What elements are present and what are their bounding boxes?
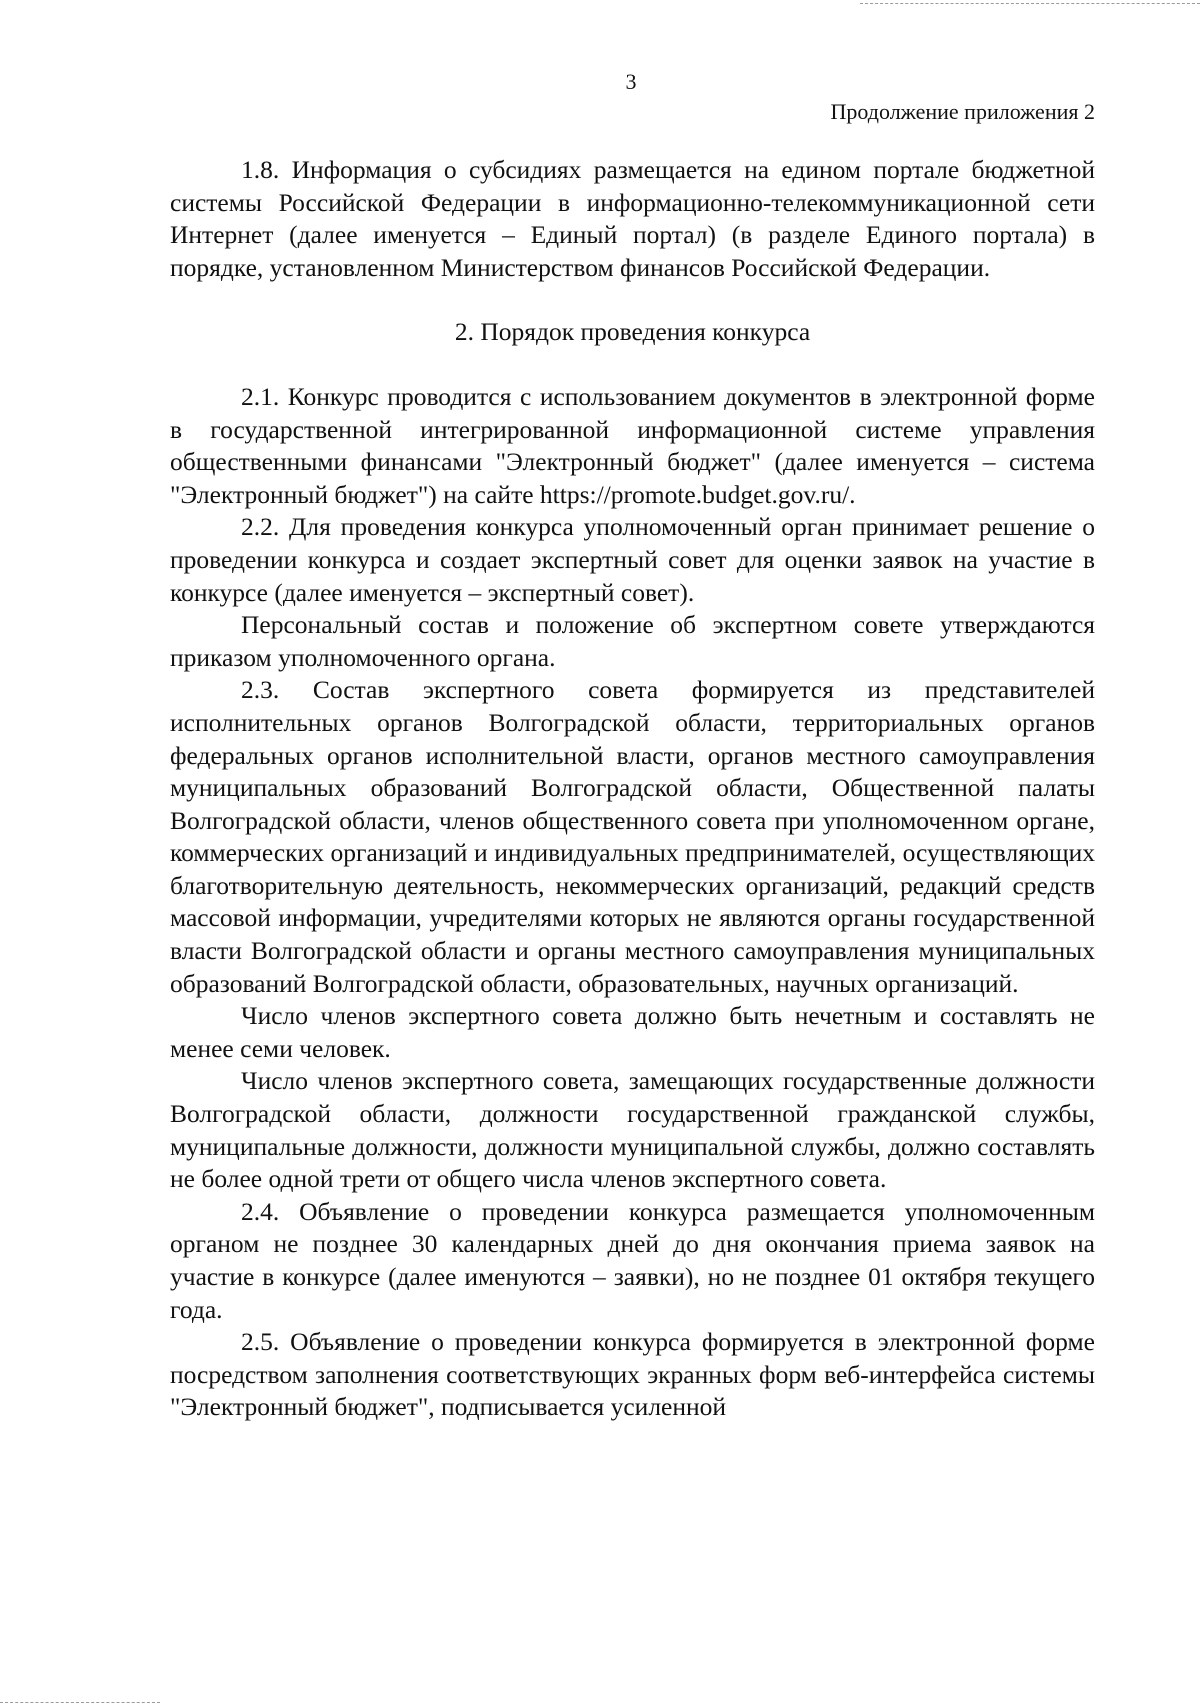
paragraph-2-5: 2.5. Объявление о проведении конкурса формируется в электронной форме посредством заполнения соответствующих экранных форм веб-интерфейса системы "Электронный бюджет", подписывается усиленной [170,1327,1095,1422]
paragraph-1-8: 1.8. Информация о субсидиях размещается на едином портале бюджетной системы Российской Федерации в информационно-телекоммуникационной сети Интернет (далее именуется – Единый портал) (в разделе Единого портала) в порядке, установленном Министерством финансов Российской Федерации. [170,155,1095,282]
paragraph-2-2-expert-council-composition: Персональный состав и положение об экспертном совете утверждаются приказом уполномоченного органа. [170,610,1095,672]
paragraph-2-3-member-count: Число членов экспертного совета должно быть нечетным и составлять не менее семи человек. [170,1001,1095,1063]
paragraph-2-3: 2.3. Состав экспертного совета формируется из представителей исполнительных органов Волгоградской области, территориальных органов федеральных органов исполнительной власти, органов местного самоуправления муниципальных образований Волгоградской области, Общественной палаты Волгоградской области, членов общественного совета при уполномоченном органе, коммерческих организаций и индивидуальных предпринимателей, осуществляющих благотворительную деятельность, некоммерческих организаций, редакций средств массовой информации, учредителями которых не являются органы государственной власти Волгоградской области и органы местного самоуправления муниципальных образований Волгоградской области, образовательных, научных организаций. [170,675,1095,998]
document-body [170,154,1095,1424]
appendix-continuation-label: Продолжение приложения 2 [830,99,1095,124]
paragraph-2-1: 2.1. Конкурс проводится с использованием документов в электронной форме в государственной интегрированной информационной системе управления общественными финансами "Электронный бюджет" (далее именуется – система "Электронный бюджет") на сайте https://promote.budget.gov.ru/. [170,381,1095,509]
scan-edge-mark-bottom [0,1702,160,1703]
paragraph-2-3-state-positions: Число членов экспертного совета, замещающих государственные должности Волгоградской области, должности государственной гражданской службы, муниципальные должности, должности муниципальной службы, должно составлять не более одной трети от общего числа членов экспертного совета. [170,1066,1095,1194]
scan-edge-mark-top [860,3,1200,4]
paragraph-2-2: 2.2. Для проведения конкурса уполномоченный орган принимает решение о проведении конкурса и создает экспертный совет для оценки заявок на участие в конкурсе (далее именуется – экспертный совет). [170,512,1095,607]
page-number: 3 [625,69,637,94]
section-heading: 2. Порядок проведения конкурса [454,317,811,347]
paragraph-2-4: 2.4. Объявление о проведении конкурса размещается уполномоченным органом не позднее 30 календарных дней до дня окончания приема заявок на участие в конкурсе (далее именуются – заявки), но не позднее 01 октября текущего года. [170,1196,1095,1324]
